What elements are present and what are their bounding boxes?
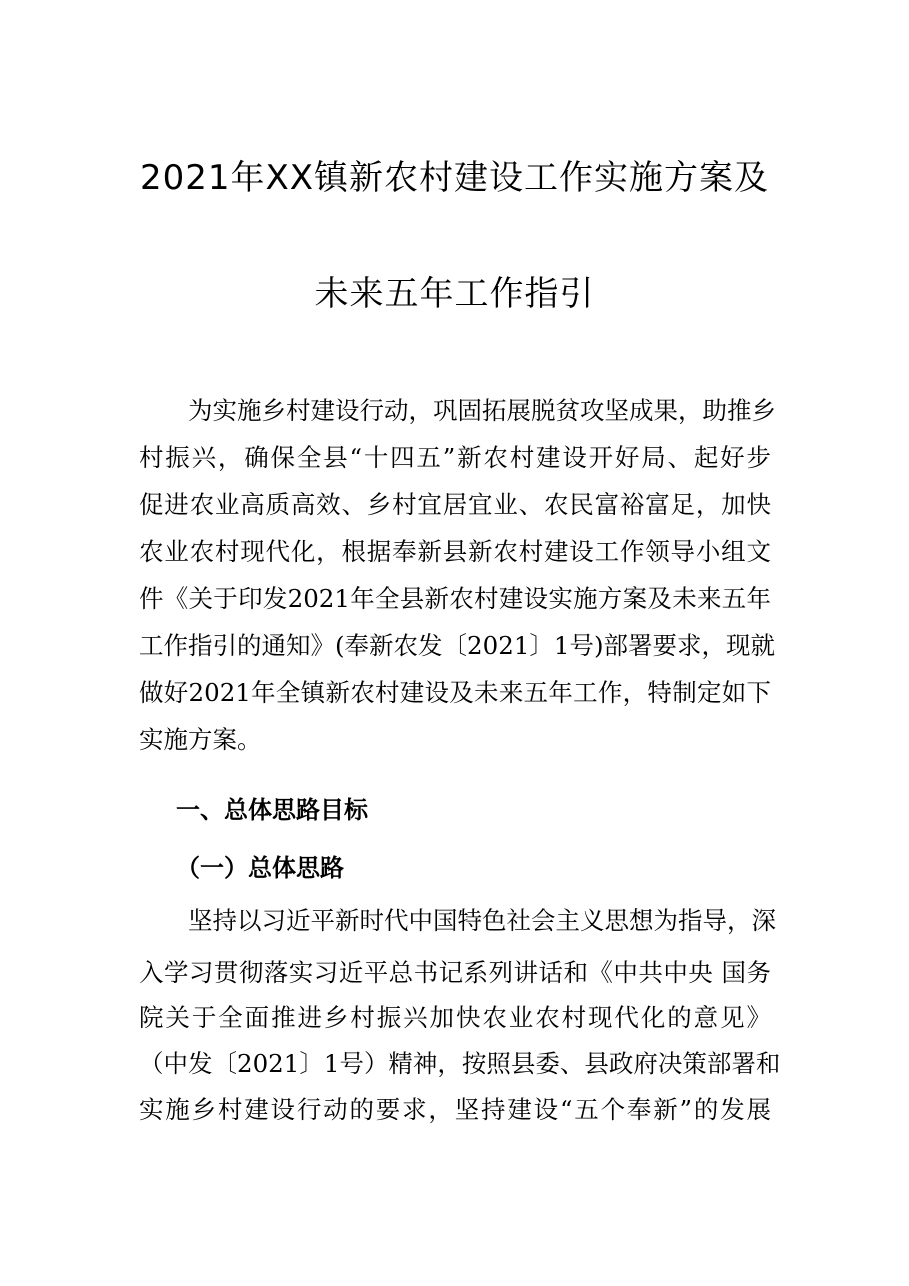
intro-paragraph-line: 促进农业高质高效、乡村宜居宜业、农民富裕富足，加快 bbox=[139, 490, 771, 519]
intro-paragraph-line: 为实施乡村建设行动，巩固拓展脱贫攻坚成果，助推乡 bbox=[139, 396, 776, 425]
intro-paragraph-line: 实施方案。 bbox=[139, 725, 262, 754]
section-paragraph-line: 实施乡村建设行动的要求，坚持建设“五个奉新”的发展 bbox=[139, 1095, 771, 1124]
subsection-heading: （一）总体思路 bbox=[176, 854, 344, 882]
intro-paragraph-line: 村振兴，确保全县“十四五”新农村建设开好局、起好步 bbox=[139, 443, 771, 472]
section-paragraph-line: 院关于全面推进乡村振兴加快农业农村现代化的意见》 bbox=[139, 1003, 771, 1032]
section-paragraph-line: （中发〔2021〕1号）精神，按照县委、县政府决策部署和 bbox=[139, 1049, 781, 1078]
document-title-line-1: 2021年XX镇新农村建设工作实施方案及 bbox=[139, 158, 770, 198]
document-title-line-2: 未来五年工作指引 bbox=[314, 274, 595, 314]
intro-paragraph-line: 做好2021年全镇新农村建设及未来五年工作，特制定如下 bbox=[139, 678, 771, 707]
section-paragraph-line: 坚持以习近平新时代中国特色社会主义思想为指导，深 bbox=[139, 906, 776, 935]
intro-paragraph-line: 农业农村现代化，根据奉新县新农村建设工作领导小组文 bbox=[139, 537, 771, 566]
section-heading: 一、总体思路目标 bbox=[176, 796, 368, 824]
intro-paragraph-line: 工作指引的通知》(奉新农发〔2021〕1号)部署要求，现就 bbox=[139, 631, 776, 660]
section-paragraph-line: 入学习贯彻落实习近平总书记系列讲话和《中共中央 国务 bbox=[139, 958, 771, 987]
intro-paragraph-line: 件《关于印发2021年全县新农村建设实施方案及未来五年 bbox=[139, 584, 771, 613]
